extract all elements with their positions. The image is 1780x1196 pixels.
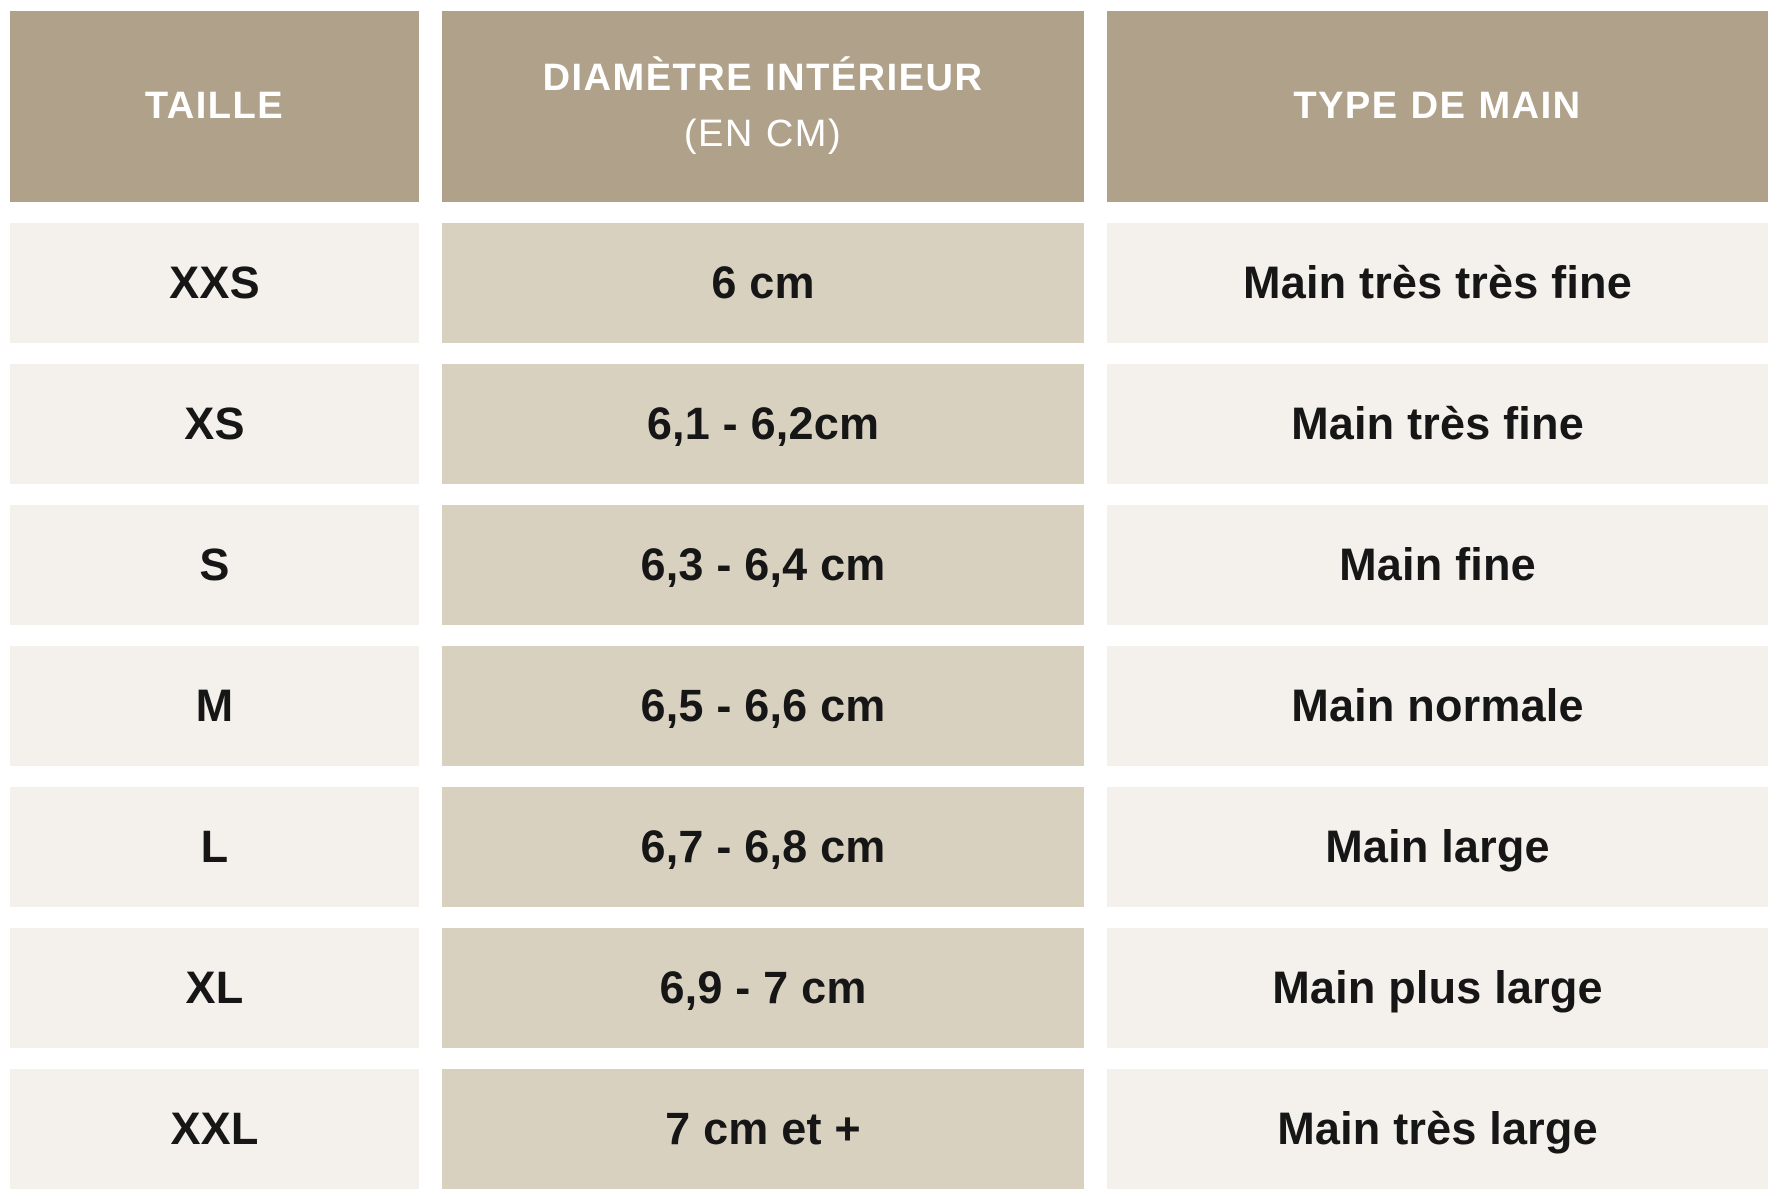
hand-type-cell-xxs [1107,223,1768,343]
diameter-cell-l [442,787,1084,907]
diameter-value: 6,5 - 6,6 cm [640,680,886,731]
hand-type-cell-xl [1107,928,1768,1048]
size-label: M [195,680,234,731]
diameter-cell-xs [442,364,1084,484]
hand-type-value: Main très fine [1291,398,1584,449]
size-cell-xxl [10,1069,419,1189]
header-sublabel-en-cm: (EN CM) [683,112,843,155]
hand-type-cell-xs [1107,364,1768,484]
diameter-value: 6,9 - 7 cm [659,962,867,1013]
header-cell-type-de-main [1107,11,1768,202]
size-label: XXS [169,257,260,308]
diameter-value: 6 cm [711,257,815,308]
hand-type-cell-l [1107,787,1768,907]
size-cell-s [10,505,419,625]
diameter-value: 7 cm et + [665,1103,861,1154]
size-cell-xs [10,364,419,484]
hand-type-cell-xxl [1107,1069,1768,1189]
hand-type-value: Main très large [1277,1103,1598,1154]
header-label-type-main: TYPE DE MAIN [1293,84,1582,127]
size-cell-m [10,646,419,766]
header-cell-diametre-interieur [442,11,1084,202]
diameter-cell-xl [442,928,1084,1048]
diameter-value: 6,1 - 6,2cm [646,398,880,449]
diameter-cell-xxs [442,223,1084,343]
size-cell-xxs [10,223,419,343]
hand-type-value: Main très très fine [1243,257,1632,308]
header-label-diametre: DIAMÈTRE INTÉRIEUR [542,57,984,100]
size-chart-table [10,11,1768,1189]
header-cell-taille [10,11,419,202]
hand-type-value: Main large [1325,821,1550,872]
size-cell-xl [10,928,419,1048]
hand-type-cell-m [1107,646,1768,766]
header-label-taille: TAILLE [144,84,285,127]
hand-type-value: Main normale [1291,680,1584,731]
hand-type-cell-s [1107,505,1768,625]
size-label: XXL [170,1103,259,1154]
hand-type-value: Main plus large [1272,962,1603,1013]
diameter-cell-s [442,505,1084,625]
diameter-value: 6,7 - 6,8 cm [640,821,886,872]
diameter-cell-xxl [442,1069,1084,1189]
size-label: XL [185,962,244,1013]
size-cell-l [10,787,419,907]
diameter-cell-m [442,646,1084,766]
hand-type-value: Main fine [1339,539,1536,590]
size-label: S [199,539,230,590]
diameter-value: 6,3 - 6,4 cm [640,539,886,590]
size-label: XS [184,398,245,449]
size-label: L [200,821,229,872]
